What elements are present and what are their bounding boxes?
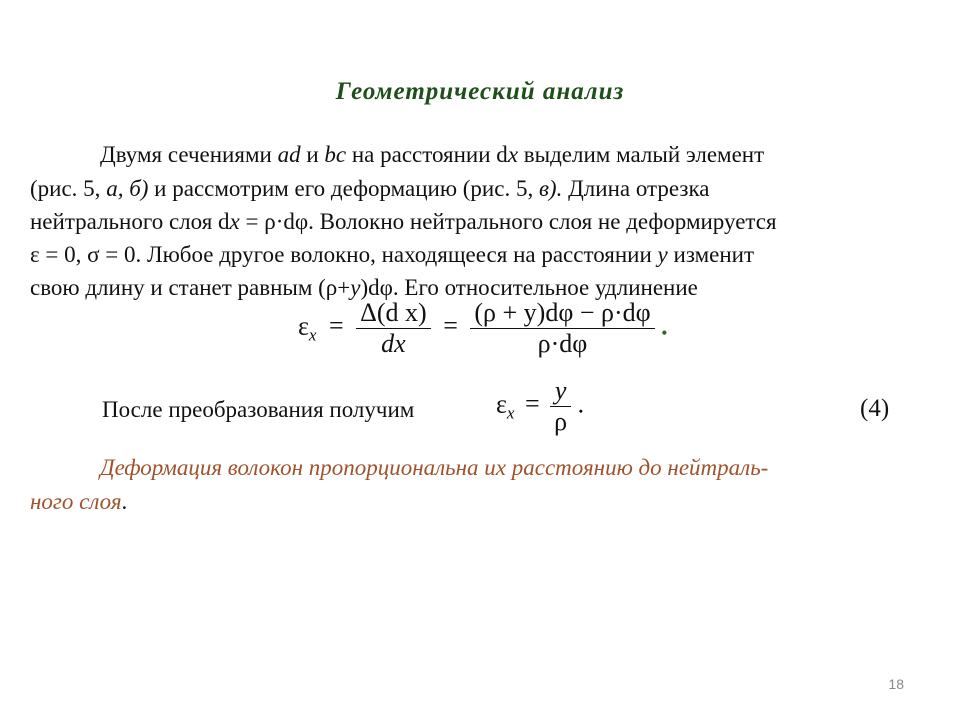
equation-result: $\varepsilon_x$ = $\frac{y}{\rho}$ . [496, 376, 585, 436]
equation-number: (4) [860, 395, 890, 422]
paragraph-line-3: нейтрального слоя dx = ρ·dφ. Волокно нейтрального слоя не деформируется [30, 209, 777, 234]
paragraph-line-5: свою длину и станет равным (ρ+y)dφ. Его относительное удлинение [30, 275, 698, 300]
fraction-delta-dx: $\frac{\text{Δ(d x)}}{dx}$ [356, 298, 431, 359]
equation-elongation: $\varepsilon_x$ = $\frac{\text{Δ(d x)}}{dx}$ = $\frac{(\rho + y)d\varphi - \rho\cdot d\varphi}{\rho\cdot d\varphi}$ . [298, 298, 668, 358]
conclusion-line-2: ного слоя. [30, 489, 128, 514]
var-ad: ad [277, 142, 301, 167]
result-text: После преобразования получим [102, 397, 415, 422]
paragraph-line-2: (рис. 5, а, б) и рассмотрим его деформацию (рис. 5, в). Длина отрезка [30, 176, 710, 201]
paragraph-line-1: Двумя сечениями ad и bc на расстоянии dx выделим малый элемент [100, 142, 765, 167]
fraction-y-rho: $\frac{y}{\rho}$ [550, 376, 571, 437]
page-number: 18 [888, 676, 904, 692]
fraction-expanded: $\frac{(\rho + y)d\varphi - \rho\cdot d\varphi}{\rho\cdot d\varphi}$ [470, 298, 654, 359]
conclusion-line-1: Деформация волокон пропорциональна их расстоянию до нейтраль- [100, 455, 769, 480]
slide-title: Геометрический анализ [335, 78, 625, 105]
paragraph-line-4: ε = 0, σ = 0. Любое другое волокно, находящееся на расстоянии y изменит [30, 242, 755, 267]
var-bc: bc [324, 142, 347, 167]
